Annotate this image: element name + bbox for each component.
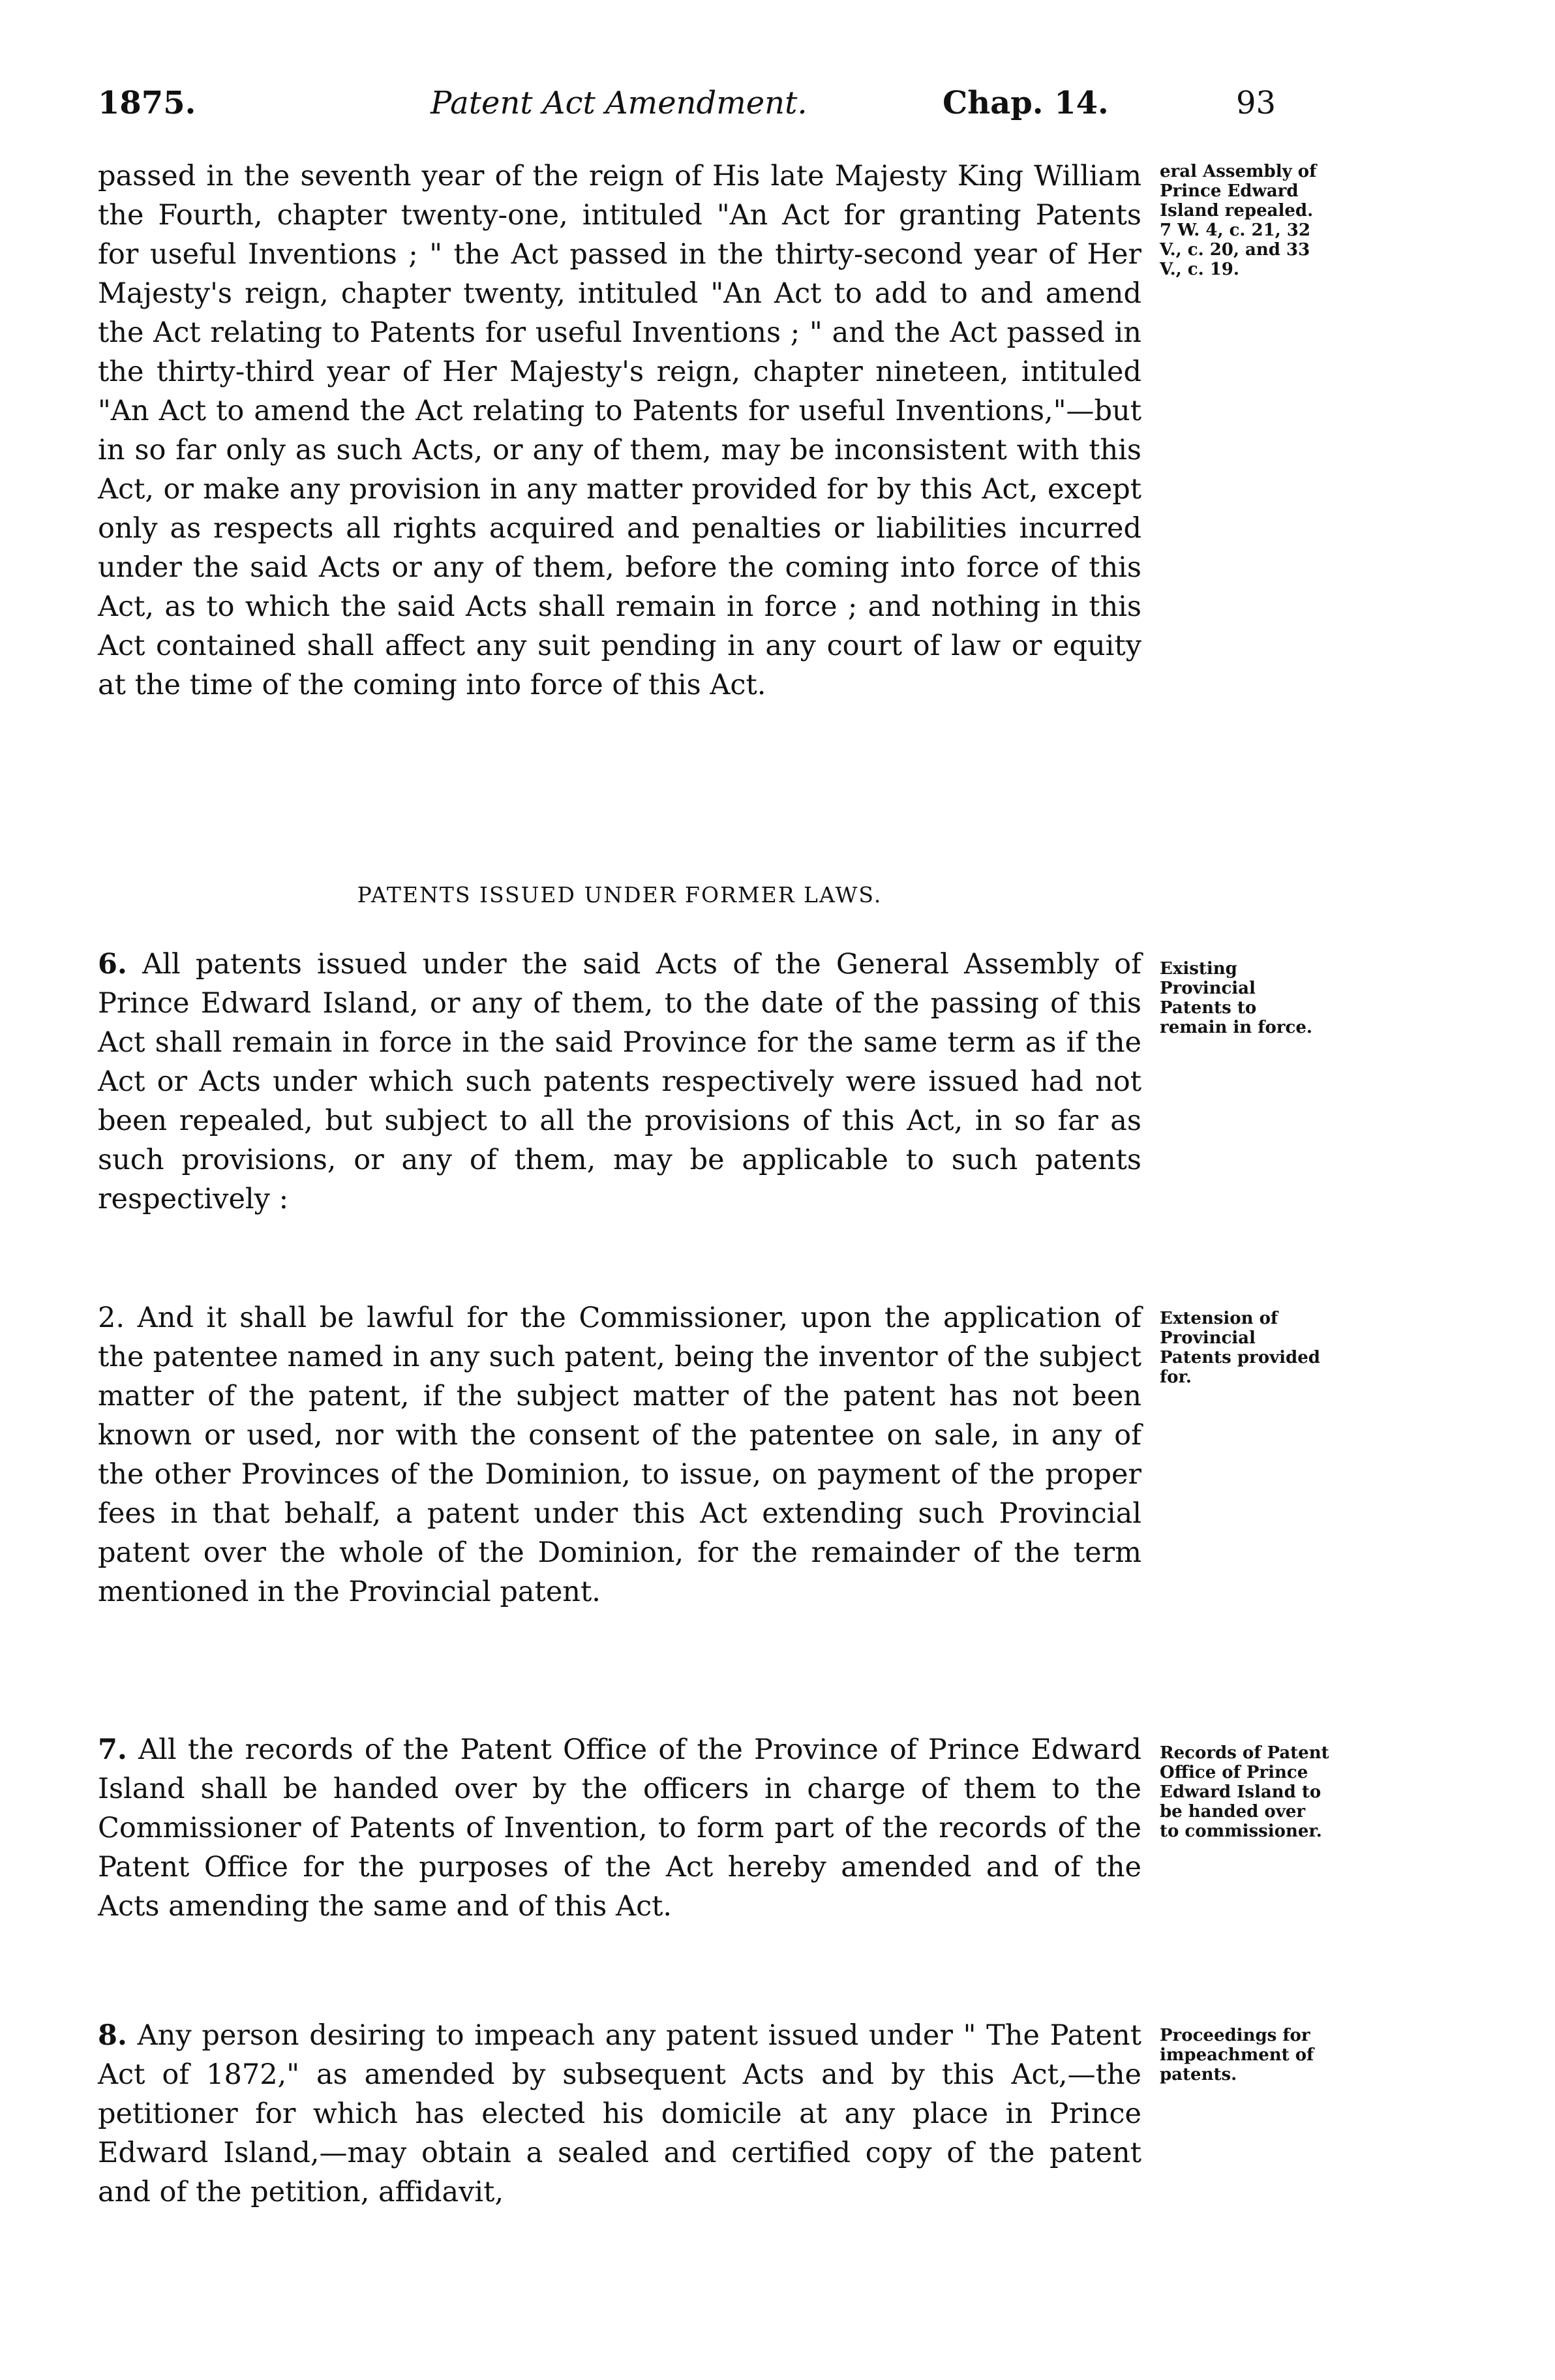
section-text: Any person desiring to impeach any patent issued under " The Patent Act of 1872," as amended by subsequent Acts and by this Act,—the petitioner for which has elected his domicile at any place in Prince Edward Island,—may obtain a sealed and certified copy of the patent and of the petition, affidavit, [98,2019,1141,2208]
margin-note-repeal: eral Assembly of Prince Edward Island repealed. 7 W. 4, c. 21, 32 V., c. 20, and 33 V., c. 19. [1160,162,1317,279]
section-7 [98,1730,1141,1926]
section-6 [98,945,1141,1219]
section-number: 8. [98,2019,127,2052]
margin-note-records: Records of Patent Office of Prince Edward Island to be handed over to commissioner. [1160,1743,1329,1841]
section-8 [98,2016,1141,2212]
subsection-text: And it shall be lawful for the Commissioner, upon the application of the patentee named in any such patent, being the inventor of the subject matter of the patent, if the subject matter of the patent has not been known or used, nor with the consent of the patentee on sale, in any of the other Provinces of the Dominion, to issue, on payment of the proper fees in that behalf, a patent under this Act extending such Provincial patent over the whole of the Dominion, for the remainder of the term mentioned in the Provincial patent. [98,1302,1141,1608]
margin-note-existing-patents: Existing Provincial Patents to remain in force. [1160,959,1312,1037]
paragraph-repeal-continued: passed in the seventh year of the reign of His late Majesty King William the Fourth, chapter twenty-one, intituled "An Act for granting Patents for useful Inventions ; " the Act passed in the thirty-second year of Her Majesty's reign, chapter twenty, intituled "An Act to add to and amend the Act relating to Patents for useful Inventions ; " and the Act passed in the thirty-third year of Her Majesty's reign, chapter nineteen, intituled "An Act to amend the Act relating to Patents for useful Inventions,"—but in so far only as such Acts, or any of them, may be inconsistent with this Act, or make any provision in any matter provided for by this Act, except only as respects all rights acquired and penalties or liabilities incurred under the said Acts or any of them, before the coming into force of this Act, as to which the said Acts shall remain in force ; and nothing in this Act contained shall affect any suit pending in any court of law or equity at the time of the coming into force of this Act. [98,160,1141,701]
header-title: Patent Act Amendment. [430,85,808,121]
margin-note-impeachment: Proceedings for impeachment of patents. [1160,2026,1314,2084]
section-number: 6. [98,948,127,981]
section-heading: PATENTS ISSUED UNDER FORMER LAWS. [357,882,883,908]
section-number: 7. [98,1733,127,1766]
section-6-subsection-2 [98,1298,1141,1611]
section-text: All patents issued under the said Acts of the General Assembly of Prince Edward Island, or any of them, to the date of the passing of this Act shall remain in force in the said Province for the same term as if the Act or Acts under which such patents respectively were issued had not been repealed, but subject to all the provisions of this Act, in so far as such provisions, or any of them, may be applicable to such patents respectively : [98,948,1141,1215]
subsection-number: 2. [98,1302,125,1334]
header-chapter: Chap. 14. [943,85,1109,121]
header-year: 1875. [98,85,196,121]
margin-note-extension: Extension of Provincial Patents provided for. [1160,1309,1320,1387]
page-number: 93 [1236,85,1276,121]
section-text: All the records of the Patent Office of the Province of Prince Edward Island shall be handed over by the officers in charge of them to the Commissioner of Patents of Invention, to form part of the records of the Patent Office for the purposes of the Act hereby amended and of the Acts amending the same and of this Act. [98,1733,1141,1923]
